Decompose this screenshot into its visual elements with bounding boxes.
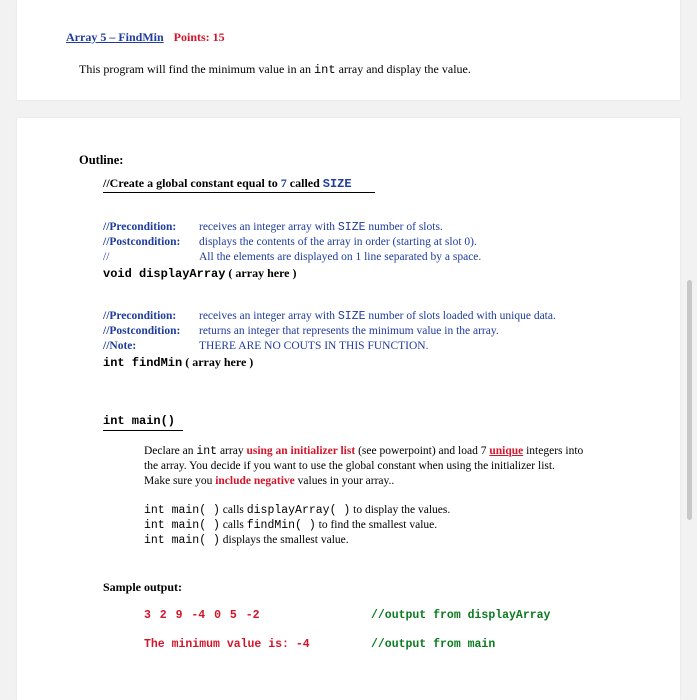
create-size-code: SIZE xyxy=(322,177,352,191)
description-text-end: array and display the value. xyxy=(335,62,471,76)
display-signature-args: ( array here ) xyxy=(228,266,297,280)
main-text: integers into xyxy=(523,445,584,457)
description-text: This program will find the minimum value in an xyxy=(79,62,314,76)
display-signature xyxy=(103,266,297,281)
create-seven: 7 xyxy=(280,176,287,190)
outline-heading: Outline: xyxy=(79,153,124,167)
precondition-label: //Precondition: xyxy=(103,221,177,233)
main-int-code: int xyxy=(196,445,218,458)
main-text: Make sure you xyxy=(144,475,216,487)
precondition-text: receives an integer array with xyxy=(199,310,338,322)
postcondition-label: //Postcondition: xyxy=(103,236,181,248)
main-instruction-line-2: the array. You decide if you want to use the global constant when using the initializer list. xyxy=(144,460,555,472)
main-call-line xyxy=(144,534,349,547)
findmin-signature xyxy=(103,355,253,370)
initializer-list-highlight: using an initializer list xyxy=(246,445,356,457)
assignment-title-row xyxy=(66,30,225,45)
display-signature-code: void displayArray xyxy=(103,267,226,281)
call-function-code: findMin( ) xyxy=(246,519,316,532)
precondition-code: SIZE xyxy=(337,310,366,323)
main-instruction-line-3 xyxy=(144,475,394,487)
precondition-code: SIZE xyxy=(337,221,366,234)
unique-highlight: unique xyxy=(489,445,524,457)
call-code: int main( ) xyxy=(144,504,220,517)
note-text: THERE ARE NO COUTS IN THIS FUNCTION. xyxy=(199,340,429,352)
postcondition-text: returns an integer that represents the minimum value in the array. xyxy=(199,325,499,337)
main-text: array xyxy=(217,445,247,457)
findmin-postcondition xyxy=(103,325,499,337)
display-postcondition xyxy=(103,236,477,248)
precondition-text-end: number of slots. xyxy=(365,221,443,233)
findmin-precondition xyxy=(103,310,556,323)
findmin-note xyxy=(103,340,428,352)
description-code: int xyxy=(313,63,336,77)
main-signature: int main() xyxy=(103,414,176,428)
findmin-signature-args: ( array here ) xyxy=(182,355,254,369)
points-label: Points: 15 xyxy=(173,30,225,44)
note-label: //Note: xyxy=(103,340,137,352)
create-text: //Create a global constant equal to xyxy=(103,176,281,190)
main-instruction-line-1 xyxy=(144,445,583,458)
call-code: int main( ) xyxy=(144,534,220,547)
main-text: values in your array.. xyxy=(294,475,395,487)
create-constant-line xyxy=(103,176,352,191)
sample-output-heading: Sample output: xyxy=(103,580,183,594)
call-text: displays the smallest value. xyxy=(219,534,349,546)
sample-comment-main: //output from main xyxy=(371,638,496,651)
create-underline xyxy=(103,192,375,193)
call-text: calls xyxy=(219,504,247,516)
main-call-line xyxy=(144,519,437,532)
postcondition-text: displays the contents of the array in order (starting at slot 0). xyxy=(199,236,477,248)
call-text-end: to display the values. xyxy=(350,504,451,516)
outline-card xyxy=(17,118,680,700)
main-text: Declare an xyxy=(144,445,197,457)
comment-slashes: // xyxy=(103,251,110,263)
call-text-end: to find the smallest value. xyxy=(315,519,438,531)
main-underline xyxy=(103,430,183,431)
call-function-code: displayArray( ) xyxy=(246,504,351,517)
main-text: (see powerpoint) and load 7 xyxy=(355,445,490,457)
precondition-text-end: number of slots loaded with unique data. xyxy=(365,310,556,322)
postcondition-label: //Postcondition: xyxy=(103,325,181,337)
findmin-signature-code: int findMin xyxy=(103,356,183,370)
precondition-label: //Precondition: xyxy=(103,310,177,322)
assignment-description xyxy=(79,62,471,77)
main-call-line xyxy=(144,504,450,517)
display-precondition xyxy=(103,221,443,234)
sample-output-min: The minimum value is: -4 xyxy=(144,638,310,651)
include-negative-highlight: include negative xyxy=(215,475,295,487)
sample-comment-display: //output from displayArray xyxy=(371,609,551,622)
scrollbar-thumb[interactable] xyxy=(687,280,692,520)
create-mid: called xyxy=(286,176,323,190)
display-note-text: All the elements are displayed on 1 line separated by a space. xyxy=(199,251,482,263)
sample-output-values: 3 2 9 -4 0 5 -2 xyxy=(144,609,260,622)
assignment-title-link[interactable]: Array 5 – FindMin xyxy=(66,30,164,44)
precondition-text: receives an integer array with xyxy=(199,221,338,233)
call-text: calls xyxy=(219,519,247,531)
display-note xyxy=(103,251,481,263)
header-card xyxy=(17,0,680,100)
call-code: int main( ) xyxy=(144,519,220,532)
